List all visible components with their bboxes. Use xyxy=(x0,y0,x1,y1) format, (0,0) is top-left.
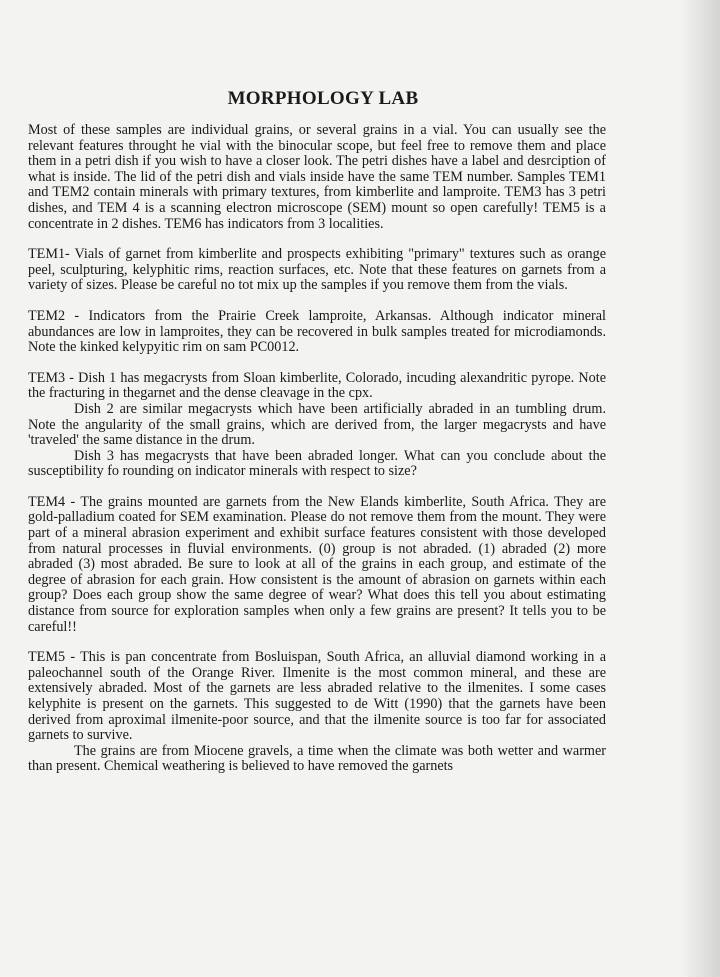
tem3-section xyxy=(28,371,606,480)
page-title: MORPHOLOGY LAB xyxy=(227,88,419,109)
tem2-paragraph: TEM2 - Indicators from the Prairie Creek lamproite, Arkansas. Although indicator mineral abundances are low in lamproites, they can be recovered in bulk samples treated for microdiamonds. Note the kinked kelypyitic rim on sam PC0012. xyxy=(28,307,606,356)
tem1-paragraph: TEM1- Vials of garnet from kimberlite and prospects exhibiting "primary" textures such as orange peel, sculpturing, kelyphitic rims, reaction surfaces, etc. Note that these features on garnets from a variety of sizes. Please be careful no tot mix up the samples if you remove them from the vials. xyxy=(28,246,606,294)
intro-section xyxy=(28,123,606,232)
tem3-dish2-paragraph: Dish 2 are similar megacrysts which have been artificially abraded in an tumbling drum. Note the angularity of the small grains, which are derived from, the larger megacrysts and have 'traveled' the same distance in the drum. xyxy=(28,400,606,449)
tem5-section xyxy=(28,650,606,775)
tem5-paragraph: TEM5 - This is pan concentrate from Bosluispan, South Africa, an alluvial diamond working in a paleochannel south of the Orange River. Ilmenite is the most common mineral, and these are extensively abraded. Most of the garnets are less abraded relative to the ilmenites. I some cases kelyphite is present on the garnets. This suggested to de Witt (1990) that the garnets have been derived from aproximal ilmenite-poor source, and that the ilmenite source is too far for associated garnets to survive. xyxy=(28,649,606,744)
intro-paragraph: Most of these samples are individual grains, or several grains in a vial. You can usually see the relevant features throught he vial with the binocular scope, but feel free to remove them and place them in a petri dish if you wish to have a closer look. The petri dishes have a label and desrciption of what is inside. The lid of the petri dish and vials inside have the same TEM number. Samples TEM1 and TEM2 contain minerals with primary textures, from kimberlite and lamproite. TEM3 has 3 petri dishes, and TEM 4 is a scanning electron microscope (SEM) mount so open carefully! TEM5 is a concentrate in 2 dishes. TEM6 has indicators from 3 localities. xyxy=(28,122,606,232)
scan-edge-shadow xyxy=(680,0,720,977)
tem2-section xyxy=(28,309,606,356)
tem4-paragraph: TEM4 - The grains mounted are garnets from the New Elands kimberlite, South Africa. They are gold-palladium coated for SEM examination. Please do not remove them from the mount. They were part of a mineral abrasion experiment and exhibit surface features consistent with those developed from natural processes in fluvial environments. (0) group is not abraded. (1) abraded (2) more abraded (3) most abraded. Be sure to look at all of the grains in each group, and estimate of the degree of abrasion for each grain. How consistent is the amount of abrasion on garnets within each group? Does each group show the same degree of wear? What does this tell you about estimating distance from source for exploration samples when only a few grains are present? It tells you to be careful!! xyxy=(28,493,606,635)
tem5-continued-paragraph: The grains are from Miocene gravels, a time when the climate was both wetter and warmer than present. Chemical weathering is believed to have removed the garnets xyxy=(28,742,606,775)
tem3-dish3-paragraph: Dish 3 has megacrysts that have been abraded longer. What can you conclude about the susceptibility fo rounding on indicator minerals with respect to size? xyxy=(28,447,606,480)
tem3-dish1-paragraph: TEM3 - Dish 1 has megacrysts from Sloan kimberlite, Colorado, incuding alexandritic pyrope. Note the fracturing in thegarnet and the dense cleavage in the cpx. xyxy=(28,369,606,402)
tem4-section xyxy=(28,495,606,635)
tem1-section xyxy=(28,247,606,294)
document-page xyxy=(28,88,606,790)
